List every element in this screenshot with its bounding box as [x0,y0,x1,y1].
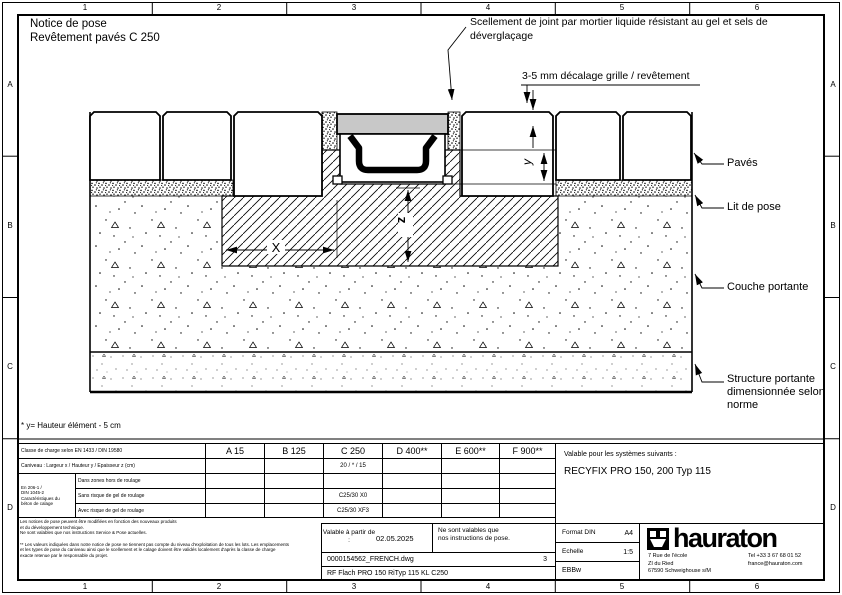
load-class-label: Classe de charge selon EN 1433 / DIN 19580 [19,444,206,459]
dim-y-label: y [520,159,534,165]
scale-label: Echelle [562,548,584,555]
mortar-joint-left [322,112,337,150]
grating [337,114,448,134]
ruler-col-1: 1 [82,3,88,12]
format-box [555,523,640,543]
bedding-layer-right [556,180,692,196]
brand-wordmark: hauraton [673,523,777,553]
company-address: 7 Rue de l'école ZI du Ried 67590 Schweighouse s/M [648,553,711,574]
beton-row2-label: Sans risque de gel de roulage [76,489,206,504]
beton-row2-c250: C25/30 X0 [324,489,383,504]
ruler-row-b: B [7,221,13,230]
label-base-structure: Structure portante dimensionnée selon norme [727,373,825,411]
sheet-number: 3 [543,556,547,563]
ruler-row-c: C [7,362,13,371]
base-structure-layer [90,352,692,392]
scale-box [555,542,640,562]
filename-box [321,552,556,567]
page-title-line1: Notice de pose [30,18,107,30]
ruler-col-3: 3 [351,3,357,12]
dim-x-label: X [271,240,281,255]
label-bedding: Lit de pose [727,201,781,213]
leader-paves [694,153,724,164]
company-email: france@hauraton.com [748,560,803,567]
dims-label: Caniveau : Largeur x / Hauteur y / Epaisseur z (cm) [19,459,206,474]
disclaimer: Les notices de pose peuvent être modifiées en fonction des nouveaux produits et du développement technique. Ne sont valables que nos instructions Service & Pose actuelles. ** Les valeurs indiquées dans notre notice de pose ne tiennent pas compte du niveau d'exploitation de tous les lots. Les emplacements et les types de pose du caniveau ainsi que le scellement et le calage doivent être validés localement d'après la classe de charge exacte retenue par le responsable du projet. [20,519,290,558]
annotation-joint-sealing: Scellement de joint par mortier liquide résistant au gel et sels de déverglaçage [470,16,768,42]
leader-structure [695,364,724,382]
ruler-col-6: 6 [754,3,760,12]
ruler-col-4b: 4 [485,582,491,591]
table-row-dimensions [19,459,556,474]
beton-norm-cell: En 206-1 / DIN 1045-2 Caractéristiques du béton de calage [19,474,76,518]
valid-from-box [321,523,433,553]
author-initials: EBBw [562,567,582,574]
ruler-col-5b: 5 [619,582,625,591]
author-box [555,561,640,580]
class-b125: B 125 [265,444,324,459]
valid-from-label: Valable à partir de : [322,529,376,544]
leader-bearing [695,274,724,288]
systems-value: RECYFIX PRO 150, 200 Typ 115 [564,466,711,477]
filename: 0000154562_FRENCH.dwg [327,556,414,563]
ruler-row-a2: A [830,80,836,89]
format-value: A4 [624,529,633,537]
ruler-row-d2: D [830,503,836,512]
beton-row3-label: Avec risque de gel de roulage [76,504,206,518]
class-a15: A 15 [206,444,265,459]
ruler-row-b2: B [830,221,836,230]
drawing-title-box: RF Flach PRO 150 RiTyp 115 KL C250 [321,566,556,580]
class-d400: D 400** [383,444,442,459]
company-contact [748,553,803,568]
ruler-col-5: 5 [619,3,625,12]
annotation-grating-offset: 3-5 mm décalage grille / revêtement [522,70,690,82]
label-paves: Pavés [727,157,758,169]
logo-box [639,523,824,580]
ruler-row-d: D [7,503,13,512]
table-row-load-class [19,444,556,459]
label-bearing-layer: Couche portante [727,281,809,293]
beton-row3-c250: C25/30 XF3 [324,504,383,518]
format-label: Format DIN [562,529,596,536]
footnote-y: * y= Hauteur élément - 5 cm [21,421,121,430]
bedding-layer-left [90,180,233,196]
mortar-joint-right [448,112,460,150]
class-e600: E 600** [442,444,500,459]
table-row-beton-3 [19,504,556,518]
ruler-col-3b: 3 [351,582,357,591]
validity-note-box: Ne sont valables que nos instructions de pose. [432,523,556,553]
channel-body [333,134,452,184]
leader-joint-sealing [448,27,466,100]
ruler-col-6b: 6 [754,582,760,591]
company-phone: Tel +33 3 67 68 01 52 [748,553,802,559]
load-class-table [18,443,556,518]
ruler-col-2: 2 [216,3,222,12]
systems-caption: Valable pour les systèmes suivants : [564,451,677,458]
beton-row1-label: Dans zones hors de roulage [76,474,206,489]
ruler-col-2b: 2 [216,582,222,591]
ruler-row-c2: C [830,362,836,371]
table-row-beton-1 [19,474,556,489]
hauraton-logo-icon [647,528,669,550]
ruler-row-a: A [7,80,13,89]
page-title [30,17,160,45]
systems-box [555,443,824,524]
class-f900: F 900** [500,444,556,459]
ruler-col-4: 4 [485,3,491,12]
valid-from-date: 02.05.2025 [376,534,414,543]
table-row-beton-2 [19,489,556,504]
leader-bedding [695,195,724,208]
class-c250: C 250 [324,444,383,459]
dims-c250: 20 / * / 15 [324,459,383,474]
dim-z-label: z [393,216,408,224]
scale-value: 1:5 [623,548,633,556]
page-title-line2: Revêtement pavés C 250 [30,32,160,44]
ruler-col-1b: 1 [82,582,88,591]
